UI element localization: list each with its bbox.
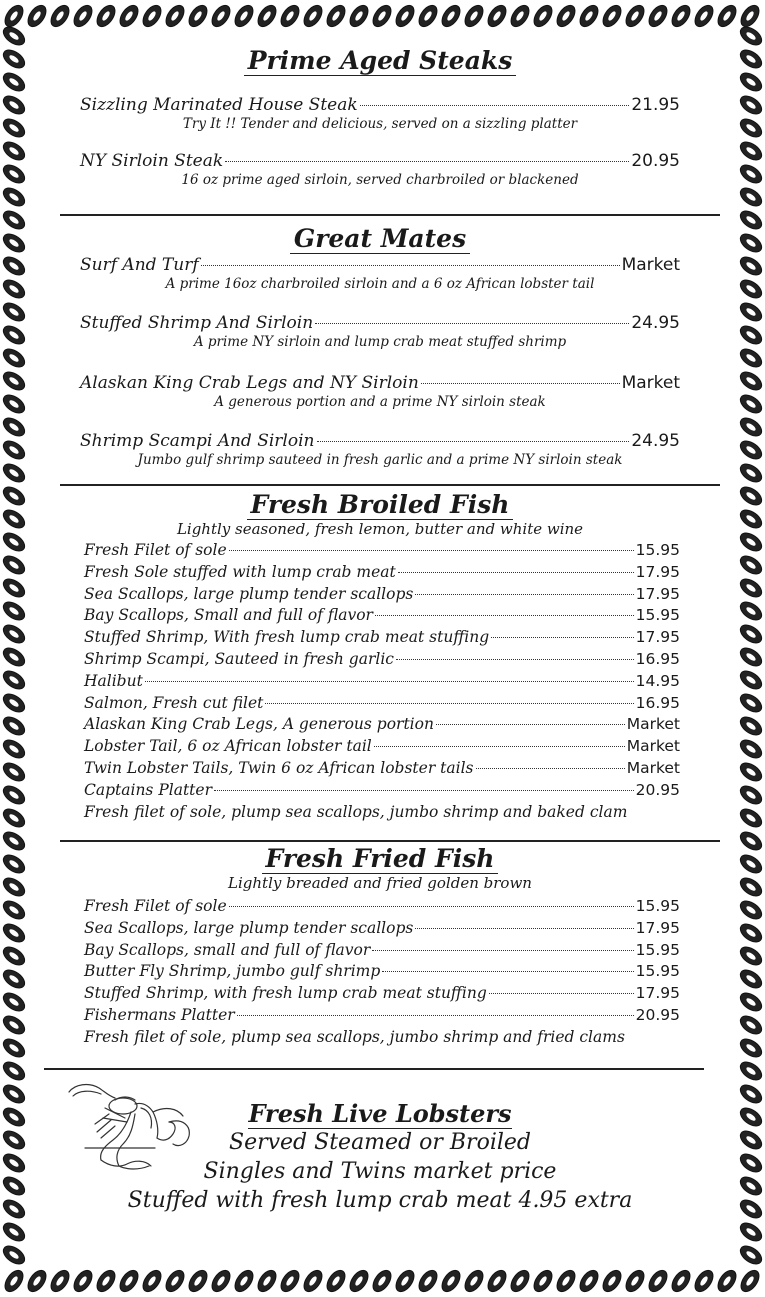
lobsters-line2: Singles and Twins market price: [203, 1159, 557, 1184]
section-great-mates: [40, 224, 720, 254]
list-item: Fresh Sole stuffed with lump crab meat 17.95: [84, 562, 680, 581]
item-desc: Jumbo gulf shrimp sauteed in fresh garlic and a prime NY sirloin steak: [137, 452, 623, 468]
item-name: Sizzling Marinated House Steak: [80, 95, 358, 115]
item-desc: Try It !! Tender and delicious, served on a sizzling platter: [182, 116, 578, 132]
item-price: 20.95: [631, 151, 680, 171]
item-name: Surf And Turf: [80, 255, 199, 275]
list-item: Halibut 14.95: [84, 671, 680, 690]
divider: [60, 214, 720, 216]
lobsters-title: Fresh Live Lobsters: [248, 1099, 512, 1128]
fried-list: [84, 896, 680, 1049]
menu-item: [80, 372, 680, 411]
fried-title: Fresh Fried Fish: [262, 844, 499, 874]
list-item: Stuffed Shrimp, With fresh lump crab meat stuffing 17.95: [84, 628, 680, 647]
menu-item: [80, 150, 680, 189]
menu-item: [80, 312, 680, 351]
item-name: Stuffed Shrimp And Sirloin: [80, 313, 314, 333]
item-desc: A generous portion and a prime NY sirloin steak: [214, 394, 546, 410]
lobsters-line1: Served Steamed or Broiled: [229, 1130, 531, 1155]
lobsters-line3: Stuffed with fresh lump crab meat 4.95 extra: [127, 1188, 633, 1213]
mates-title: Great Mates: [290, 224, 470, 254]
item-price: Market: [621, 373, 680, 393]
item-price: 24.95: [631, 313, 680, 333]
list-item: Fresh Filet of sole 15.95: [84, 541, 680, 559]
list-item: Captains Platter 20.95: [84, 780, 680, 799]
divider: [60, 840, 720, 842]
broiled-subtitle: Lightly seasoned, fresh lemon, butter and white wine: [176, 520, 584, 538]
menu-item: [80, 254, 680, 293]
broiled-title: Fresh Broiled Fish: [247, 490, 514, 520]
section-broiled-fish: [40, 490, 720, 538]
list-item: Alaskan King Crab Legs, A generous portion Market: [84, 715, 680, 734]
list-item: Bay Scallops, Small and full of flavor 15.95: [84, 606, 680, 625]
list-item: Twin Lobster Tails, Twin 6 oz African lobster tails Market: [84, 758, 680, 777]
list-item: Butter Fly Shrimp, jumbo gulf shrimp 15.95: [84, 962, 680, 981]
menu-item: [80, 430, 680, 469]
item-price: 21.95: [631, 95, 680, 115]
item-desc: A prime NY sirloin and lump crab meat stuffed shrimp: [193, 334, 567, 350]
menu-content: [40, 38, 720, 1258]
list-item: Lobster Tail, 6 oz African lobster tail Market: [84, 737, 680, 756]
list-item: Salmon, Fresh cut filet 16.95: [84, 693, 680, 712]
divider: [60, 484, 720, 486]
fried-note: Fresh filet of sole, plump sea scallops, jumbo shrimp and fried clams: [84, 1027, 625, 1046]
fried-subtitle: Lightly breaded and fried golden brown: [228, 874, 532, 892]
list-item: Sea Scallops, large plump tender scallops 17.95: [84, 918, 680, 937]
section-fried-fish: [40, 844, 720, 892]
list-item: Shrimp Scampi, Sauteed in fresh garlic 16.95: [84, 649, 680, 668]
broiled-list: [84, 540, 680, 823]
menu-item: [80, 94, 680, 133]
item-name: Alaskan King Crab Legs and NY Sirloin: [80, 373, 419, 393]
broiled-note: Fresh filet of sole, plump sea scallops, jumbo shrimp and baked clam: [84, 802, 628, 821]
section-live-lobsters: [40, 1100, 720, 1215]
item-price: Market: [621, 255, 680, 275]
divider: [44, 1068, 704, 1070]
section-steaks: [40, 46, 720, 76]
item-desc: A prime 16oz charbroiled sirloin and a 6 oz African lobster tail: [165, 276, 595, 292]
list-item: Fresh Filet of sole 15.95: [84, 897, 680, 915]
item-name: Shrimp Scampi And Sirloin: [80, 431, 315, 451]
item-desc: 16 oz prime aged sirloin, served charbroiled or blackened: [181, 172, 579, 188]
list-item: Fishermans Platter 20.95: [84, 1005, 680, 1024]
list-item: Bay Scallops, small and full of flavor 15.95: [84, 940, 680, 959]
list-item: Sea Scallops, large plump tender scallops 17.95: [84, 584, 680, 603]
item-price: 24.95: [631, 431, 680, 451]
steaks-title: Prime Aged Steaks: [244, 46, 517, 76]
item-name: NY Sirloin Steak: [80, 151, 224, 171]
list-item: Stuffed Shrimp, with fresh lump crab meat stuffing 17.95: [84, 984, 680, 1003]
